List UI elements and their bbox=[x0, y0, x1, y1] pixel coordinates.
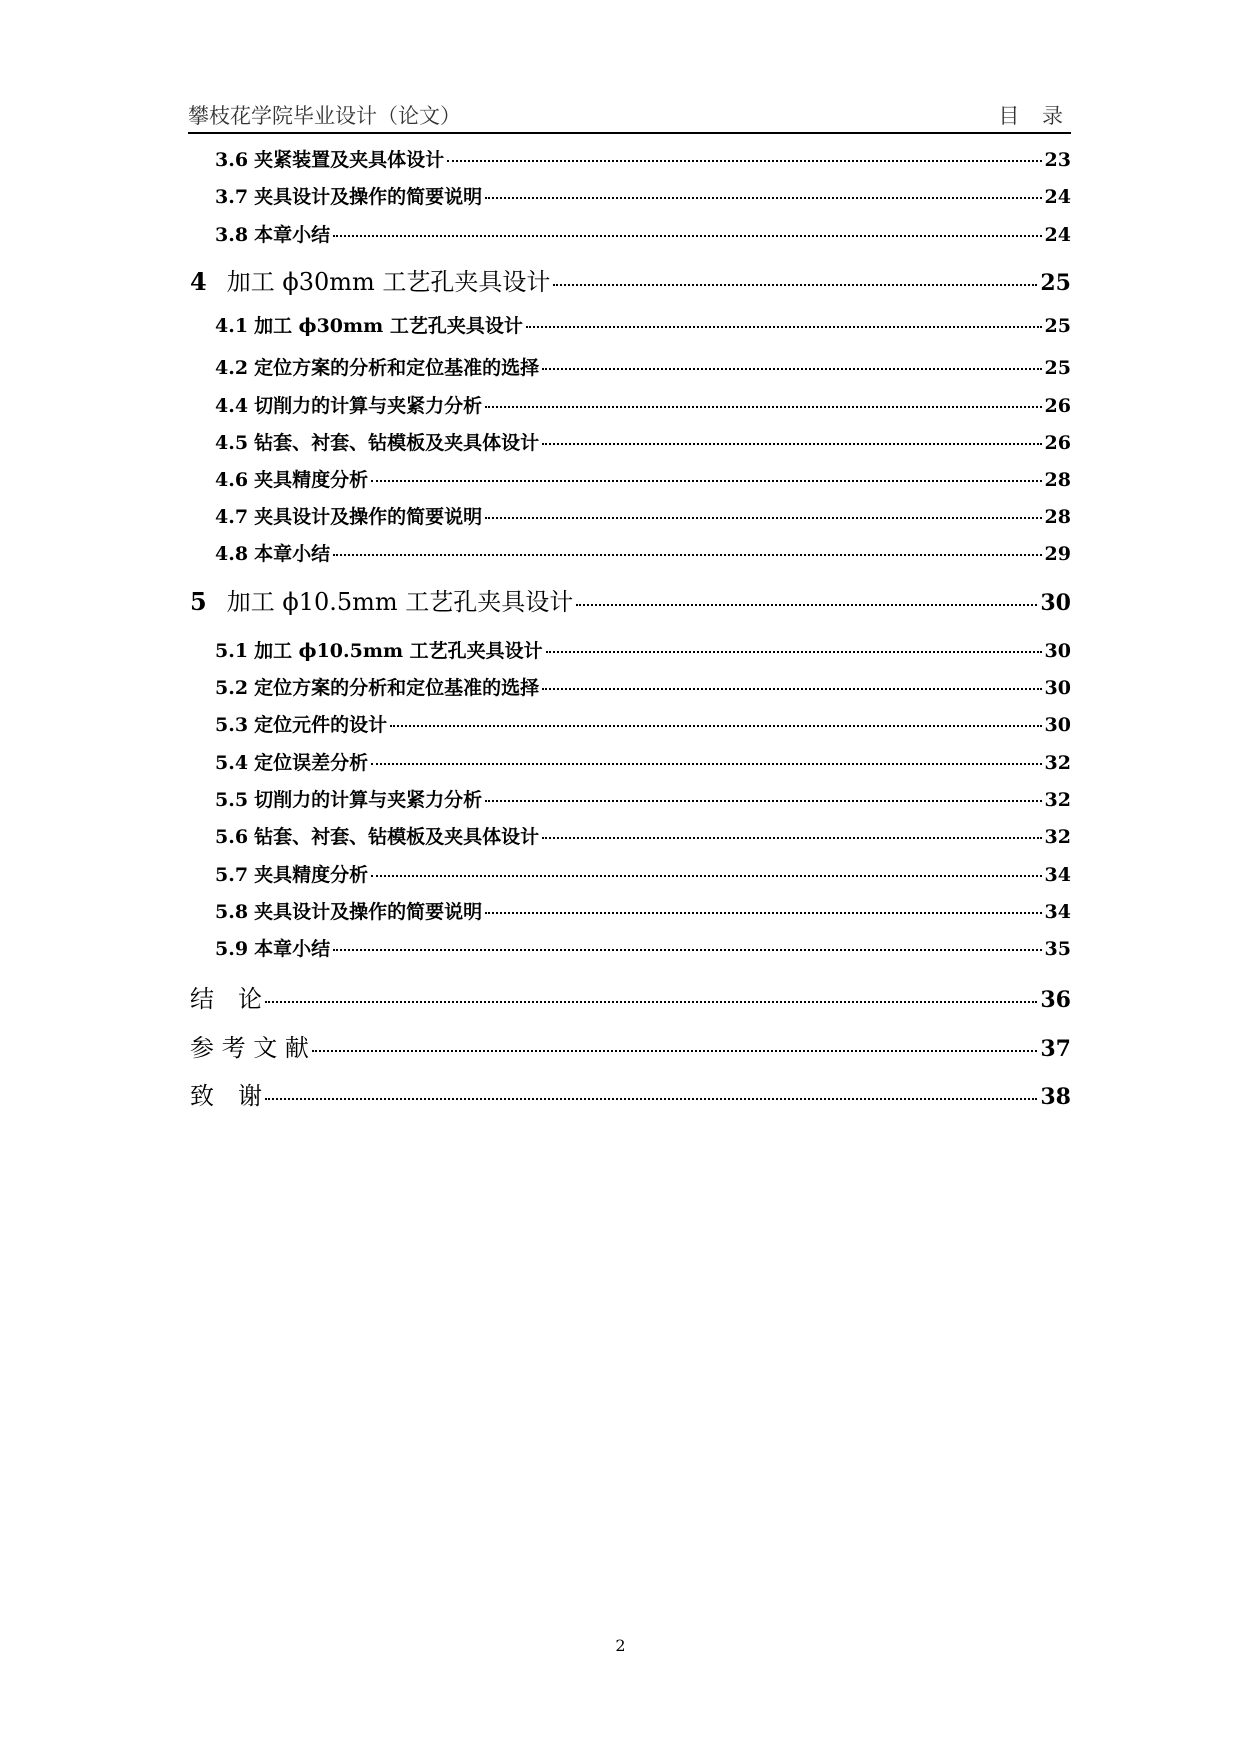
toc-dot-leader bbox=[485, 517, 1041, 519]
toc-entry-number: 5.6 bbox=[215, 826, 249, 848]
toc-dot-leader bbox=[553, 284, 1037, 286]
toc-entry-page: 23 bbox=[1044, 149, 1071, 171]
toc-entry-number: 5.8 bbox=[215, 901, 249, 923]
toc-entry[interactable] bbox=[215, 710, 1071, 737]
toc-dot-leader bbox=[390, 725, 1041, 727]
toc-entry-page: 37 bbox=[1040, 1036, 1071, 1062]
toc-entry[interactable] bbox=[215, 673, 1071, 700]
toc-entry-title: 夹具设计及操作的简要说明 bbox=[254, 186, 483, 208]
toc-dot-leader bbox=[542, 688, 1041, 690]
toc-entry-page: 25 bbox=[1040, 270, 1071, 296]
toc-entry-number: 5.5 bbox=[215, 789, 249, 811]
toc-dot-leader bbox=[447, 160, 1041, 162]
toc-entry[interactable] bbox=[215, 391, 1071, 418]
toc-entry[interactable] bbox=[215, 428, 1071, 455]
toc-entry-page: 32 bbox=[1044, 789, 1071, 811]
toc-entry[interactable] bbox=[215, 860, 1071, 887]
toc-entry-title: 夹具精度分析 bbox=[254, 864, 369, 886]
toc-entry[interactable] bbox=[215, 145, 1071, 172]
toc-entry[interactable] bbox=[190, 262, 1071, 297]
toc-entry[interactable] bbox=[215, 748, 1071, 775]
toc-entry-number: 5.2 bbox=[215, 677, 249, 699]
toc-entry[interactable] bbox=[215, 182, 1071, 209]
toc-entry-title: 切削力的计算与夹紧力分析 bbox=[254, 395, 483, 417]
header-school-title: 攀枝花学院毕业设计（论文） bbox=[188, 104, 461, 128]
toc-entry-title: 定位误差分析 bbox=[254, 752, 369, 774]
toc-entry-title: 结 论 bbox=[190, 985, 262, 1013]
toc-entry[interactable] bbox=[215, 311, 1071, 338]
page-number: 2 bbox=[615, 1636, 626, 1655]
toc-entry-page: 38 bbox=[1040, 1084, 1071, 1110]
toc-entry-number: 5.3 bbox=[215, 714, 249, 736]
toc-entry-page: 29 bbox=[1044, 543, 1071, 565]
toc-dot-leader bbox=[485, 912, 1041, 914]
toc-entry[interactable] bbox=[190, 979, 1071, 1014]
toc-entry[interactable] bbox=[215, 539, 1071, 566]
toc-entry[interactable] bbox=[215, 785, 1071, 812]
toc-dot-leader bbox=[485, 406, 1041, 408]
toc-entry-page: 30 bbox=[1040, 590, 1071, 616]
toc-entry-title: 钻套、衬套、钻模板及夹具体设计 bbox=[254, 826, 540, 848]
toc-dot-leader bbox=[526, 326, 1042, 328]
toc-entry[interactable] bbox=[190, 1028, 1071, 1063]
toc-entry[interactable] bbox=[215, 353, 1071, 380]
toc-entry-page: 28 bbox=[1044, 469, 1071, 491]
toc-entry-title: 夹紧装置及夹具体设计 bbox=[254, 149, 445, 171]
toc-entry-number: 3.8 bbox=[215, 224, 249, 246]
toc-entry-number: 5.9 bbox=[215, 938, 249, 960]
toc-dot-leader bbox=[542, 443, 1041, 445]
toc-entry-number: 4.2 bbox=[215, 357, 249, 379]
toc-entry-number: 5.7 bbox=[215, 864, 249, 886]
toc-dot-leader bbox=[485, 197, 1041, 199]
toc-dot-leader bbox=[371, 763, 1041, 765]
toc-entry-page: 25 bbox=[1044, 315, 1071, 337]
toc-entry[interactable] bbox=[190, 1076, 1071, 1111]
toc-dot-leader bbox=[371, 875, 1041, 877]
toc-entry-title: 钻套、衬套、钻模板及夹具体设计 bbox=[254, 432, 540, 454]
toc-dot-leader bbox=[542, 368, 1041, 370]
toc-entry-page: 26 bbox=[1044, 395, 1071, 417]
toc-dot-leader bbox=[333, 949, 1041, 951]
toc-entry-title: 本章小结 bbox=[254, 938, 331, 960]
toc-entry-title: 夹具精度分析 bbox=[254, 469, 369, 491]
toc-entry-page: 32 bbox=[1044, 752, 1071, 774]
toc-entry-page: 34 bbox=[1044, 864, 1071, 886]
toc-entry-number: 5.1 bbox=[215, 640, 249, 662]
toc-entry-page: 36 bbox=[1040, 987, 1071, 1013]
toc-entry-page: 24 bbox=[1044, 224, 1071, 246]
toc-entry-page: 25 bbox=[1044, 357, 1071, 379]
toc-entry-number: 5.4 bbox=[215, 752, 249, 774]
toc-dot-leader bbox=[333, 554, 1041, 556]
toc-entry-title: 参 考 文 献 bbox=[190, 1034, 309, 1062]
toc-entry-page: 30 bbox=[1044, 714, 1071, 736]
toc-dot-leader bbox=[265, 1098, 1037, 1100]
toc-entry[interactable] bbox=[190, 582, 1071, 617]
toc-entry[interactable] bbox=[215, 220, 1071, 247]
toc-entry[interactable] bbox=[215, 934, 1071, 961]
toc-entry-number: 5 bbox=[190, 587, 207, 616]
toc-entry-title: 定位方案的分析和定位基准的选择 bbox=[254, 357, 540, 379]
toc-entry-number: 4.5 bbox=[215, 432, 249, 454]
toc-entry-title: 定位元件的设计 bbox=[254, 714, 388, 736]
toc-dot-leader bbox=[312, 1050, 1037, 1052]
toc-entry-number: 3.6 bbox=[215, 149, 249, 171]
page-header bbox=[188, 100, 1071, 134]
toc-entry-title: 定位方案的分析和定位基准的选择 bbox=[254, 677, 540, 699]
toc-dot-leader bbox=[576, 604, 1037, 606]
toc-dot-leader bbox=[542, 837, 1041, 839]
toc-entry-page: 34 bbox=[1044, 901, 1071, 923]
toc-entry-page: 26 bbox=[1044, 432, 1071, 454]
toc-entry[interactable] bbox=[215, 897, 1071, 924]
toc-dot-leader bbox=[333, 235, 1041, 237]
toc-dot-leader bbox=[546, 651, 1042, 653]
toc-entry-title: 致 谢 bbox=[190, 1082, 262, 1110]
toc-entry[interactable] bbox=[215, 502, 1071, 529]
toc-entry-number: 4.7 bbox=[215, 506, 249, 528]
toc-entry-title: 夹具设计及操作的简要说明 bbox=[254, 506, 483, 528]
toc-entry-page: 32 bbox=[1044, 826, 1071, 848]
toc-entry-number: 4.1 bbox=[215, 315, 249, 337]
toc-entry-page: 30 bbox=[1044, 677, 1071, 699]
toc-dot-leader bbox=[265, 1001, 1037, 1003]
toc-entry[interactable] bbox=[215, 636, 1071, 663]
toc-entry-number: 4 bbox=[190, 267, 207, 296]
toc-entry-title: 夹具设计及操作的简要说明 bbox=[254, 901, 483, 923]
toc-entry-page: 24 bbox=[1044, 186, 1071, 208]
toc-entry[interactable] bbox=[215, 822, 1071, 849]
toc-entry-title: 加工 ϕ10.5mm 工艺孔夹具设计 bbox=[254, 640, 543, 662]
toc-entry-title: 加工 ϕ30mm 工艺孔夹具设计 bbox=[226, 268, 551, 296]
toc-entry-number: 4.8 bbox=[215, 543, 249, 565]
toc-dot-leader bbox=[485, 800, 1041, 802]
toc-entry-title: 切削力的计算与夹紧力分析 bbox=[254, 789, 483, 811]
toc-entry-number: 3.7 bbox=[215, 186, 249, 208]
toc-entry-title: 加工 ϕ10.5mm 工艺孔夹具设计 bbox=[226, 588, 574, 616]
toc-entry-number: 4.4 bbox=[215, 395, 249, 417]
toc-entry-title: 加工 ϕ30mm 工艺孔夹具设计 bbox=[254, 315, 523, 337]
toc-entry[interactable] bbox=[215, 465, 1071, 492]
toc-entry-title: 本章小结 bbox=[254, 543, 331, 565]
toc-entry-number: 4.6 bbox=[215, 469, 249, 491]
toc-entry-page: 35 bbox=[1044, 938, 1071, 960]
toc-entry-page: 30 bbox=[1044, 640, 1071, 662]
toc-entry-title: 本章小结 bbox=[254, 224, 331, 246]
toc-dot-leader bbox=[371, 480, 1041, 482]
header-section-title: 目 录 bbox=[998, 104, 1071, 128]
toc-entry-page: 28 bbox=[1044, 506, 1071, 528]
